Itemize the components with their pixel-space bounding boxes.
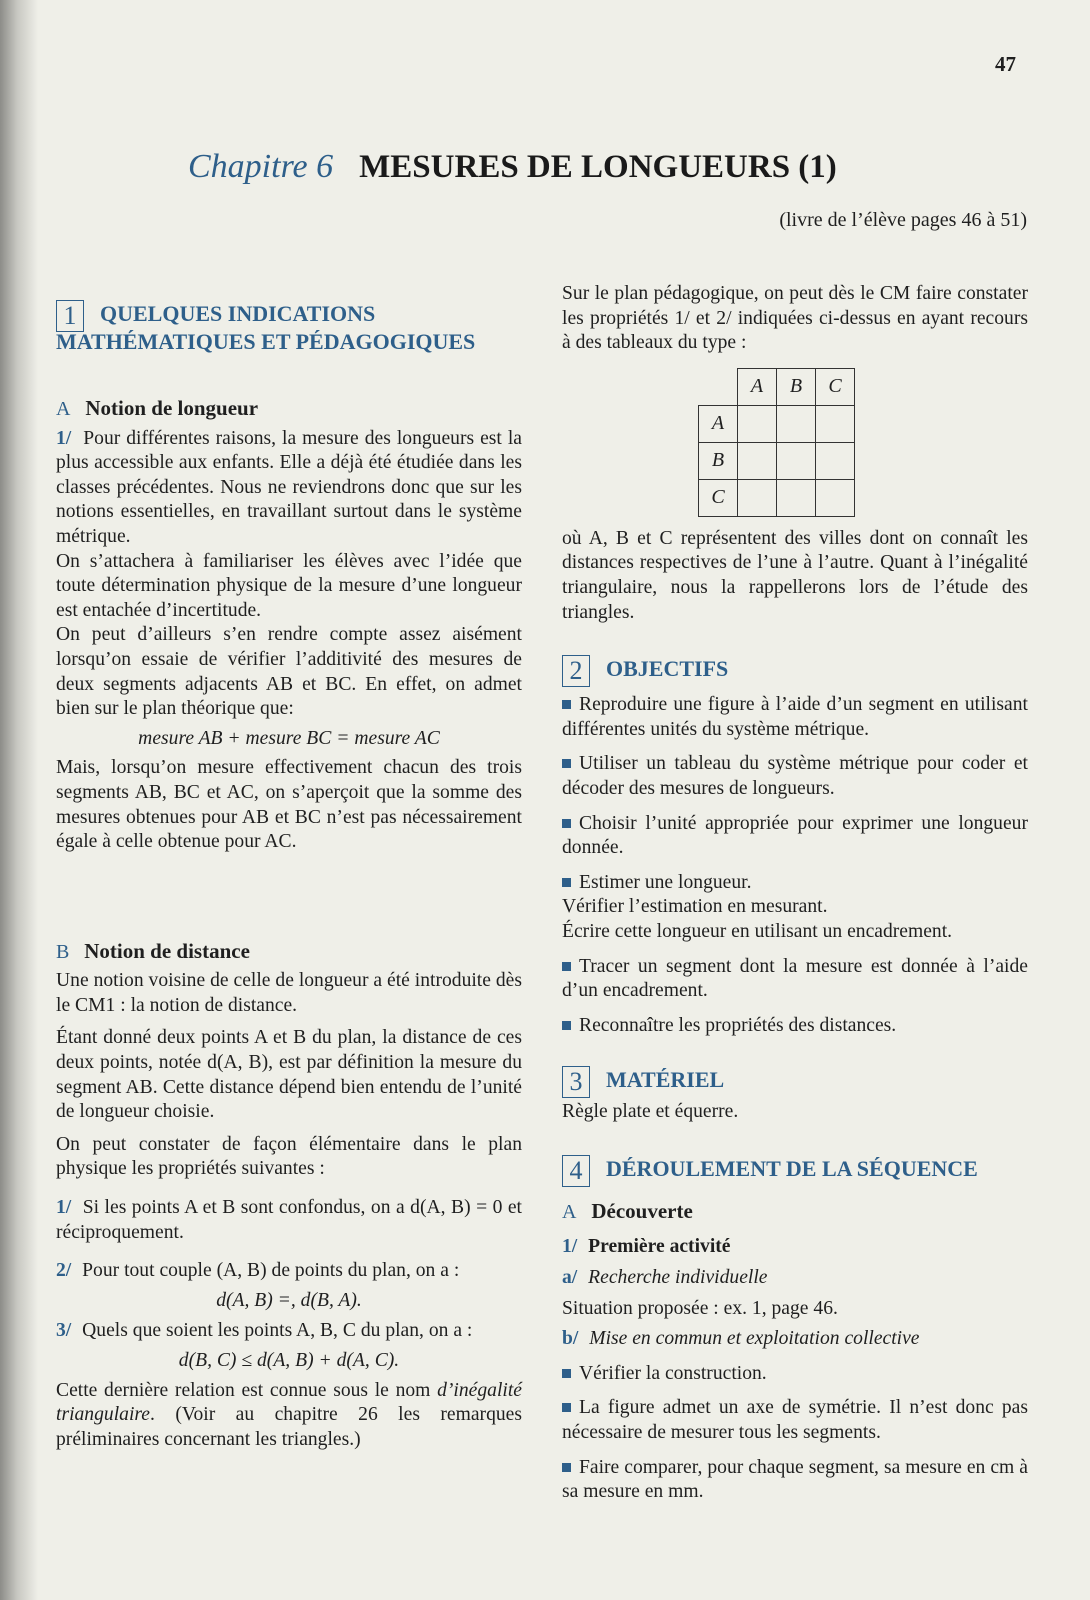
paragraph: Sur le plan pédagogique, on peut dès le CM faire constater les propriétés 1/ et 2/ indiquées ci-dessus en ayant recours à des tableaux du type :: [562, 283, 1028, 354]
section-4-heading: [562, 1155, 1028, 1187]
section-title: OBJECTIFS: [606, 656, 729, 682]
formula: d(B, C) ≤ d(A, B) + d(A, C).: [178, 1350, 400, 1371]
table-row-header: B: [699, 442, 738, 479]
list-item: Faire comparer, pour chaque segment, sa mesure en cm à sa mesure en mm.: [562, 1456, 1028, 1503]
section-1-heading: [56, 300, 522, 356]
table-cell: [816, 442, 855, 479]
bullet-icon: [562, 1021, 571, 1030]
table-corner: [699, 368, 738, 405]
page-gutter-shadow: [0, 0, 38, 1600]
subsection-a-heading: A Notion de longueur: [56, 396, 259, 420]
bullet-icon: [562, 1369, 571, 1378]
step-heading: 1/ Première activité: [562, 1236, 731, 1258]
list-item: Reproduire une figure à l’aide d’un segment en utilisant différentes unités du système métrique.: [562, 694, 1028, 740]
list-item: La figure admet un axe de symétrie. Il n’est donc pas nécessaire de mesurer tous les segments.: [562, 1397, 1028, 1444]
section-title: QUELQUES INDICATIONS MATHÉMATIQUES ET PÉDAGOGIQUES: [56, 301, 476, 354]
section-number-box: 3: [562, 1066, 590, 1098]
table-cell: [816, 479, 855, 516]
bullet-icon: [562, 759, 571, 768]
bullet-icon: [562, 1403, 571, 1412]
section-number-box: 2: [562, 655, 590, 687]
step-subheading: b/ Mise en commun et exploitation collective: [562, 1328, 920, 1350]
chapter-label: Chapitre 6: [188, 148, 334, 185]
paragraph: 1/ Pour différentes raisons, la mesure des longueurs est la plus accessible aux enfants. Elle a déjà été étudiée dans les classes précédentes. Nous ne reviendrons donc que sur les notions essentielles, en travaillant surtout dans le système métrique.: [56, 427, 522, 547]
page-number: 47: [995, 52, 1016, 76]
list-item: Reconnaître les propriétés des distances.: [562, 1014, 1028, 1039]
paragraph: On s’attachera à familiariser les élèves avec l’idée que toute détermination physique de la mesure d’une longueur est entachée d’incertitude.: [56, 550, 522, 621]
table-header-cell: A: [738, 368, 777, 405]
property-3: 3/ Quels que soient les points A, B, C du plan, on a :: [56, 1320, 473, 1342]
section-3-heading: [562, 1066, 1028, 1098]
table-cell: [777, 442, 816, 479]
list-item: Estimer une longueur. Vérifier l’estimation en mesurant. Écrire cette longueur en utilisant un encadrement.: [562, 871, 953, 942]
table-row-header: C: [699, 479, 738, 516]
formula: d(A, B) =, d(B, A).: [216, 1289, 362, 1311]
formula: mesure AB + mesure BC = mesure AC: [138, 727, 440, 749]
table-cell: [777, 479, 816, 516]
book-reference: (livre de l’élève pages 46 à 51): [779, 209, 1027, 231]
subsection-a-heading: A Découverte: [562, 1198, 693, 1223]
chapter-heading: [188, 148, 837, 186]
bullet-icon: [562, 962, 571, 971]
list-item: Choisir l’unité appropriée pour exprimer une longueur donnée.: [562, 812, 1028, 859]
paragraph: Mais, lorsqu’on mesure effectivement chacun des trois segments AB, BC et AC, on s’aperçoit que la somme des mesures obtenues pour AB et BC n’est pas nécessairement égale à celle obtenue pour AC.: [56, 757, 522, 853]
paragraph: Règle plate et équerre.: [562, 1101, 739, 1123]
table-cell: [738, 479, 777, 516]
subsection-b-heading: B Notion de distance: [56, 938, 250, 963]
section-title: DÉROULEMENT DE LA SÉQUENCE: [606, 1155, 978, 1181]
list-item: Vérifier la construction.: [562, 1362, 1028, 1387]
right-column: [562, 282, 1028, 1505]
paragraph: où A, B et C représentent des villes dont on connaît les distances respectives de l’une à l’autre. Quant à l’inégalité triangulaire, nous la rappellerons lors de l’étude des triangles.: [562, 527, 1028, 623]
table-cell: [738, 405, 777, 442]
list-item: Utiliser un tableau du système métrique pour coder et décoder des mesures de longueurs.: [562, 753, 1028, 799]
bullet-icon: [562, 878, 571, 887]
paragraph: On peut constater de façon élémentaire dans le plan physique les propriétés suivantes :: [56, 1133, 522, 1180]
paragraph: Cette dernière relation est connue sous le nom d’inégalité triangulaire. (Voir au chapitre 26 les remarques préliminaires concernant les triangles.): [56, 1379, 522, 1450]
bullet-icon: [562, 819, 571, 828]
table-cell: [777, 405, 816, 442]
bullet-icon: [562, 1463, 571, 1472]
section-title: MATÉRIEL: [606, 1067, 725, 1093]
list-item: Tracer un segment dont la mesure est donnée à l’aide d’un encadrement.: [562, 955, 1028, 1002]
distance-table: [698, 368, 855, 517]
paragraph: Une notion voisine de celle de longueur a été introduite dès le CM1 : la notion de distance.: [56, 970, 522, 1016]
section-number-box: 4: [562, 1155, 590, 1187]
paragraph: On peut d’ailleurs s’en rendre compte assez aisément lorsqu’on essaie de vérifier l’additivité des mesures de deux segments adjacents AB et BC. En effet, on admet bien sur le plan théorique que:: [56, 624, 522, 720]
table-header-cell: C: [816, 368, 855, 405]
property-2: 2/ Pour tout couple (A, B) de points du plan, on a :: [56, 1260, 460, 1282]
table-cell: [738, 442, 777, 479]
chapter-title: MESURES DE LONGUEURS (1): [359, 149, 837, 185]
table-header-cell: B: [777, 368, 816, 405]
table-cell: [816, 405, 855, 442]
objectives-list: [562, 693, 1028, 1038]
section-2-heading: [562, 655, 1028, 687]
paragraph: Situation proposée : ex. 1, page 46.: [562, 1297, 838, 1319]
paragraph: Étant donné deux points A et B du plan, la distance de ces deux points, notée d(A, B), est par définition la mesure du segment AB. Cette distance dépend bien entendu de l’unité de longueur choisie.: [56, 1027, 522, 1123]
section-number-box: 1: [56, 300, 84, 332]
property-1: 1/ Si les points A et B sont confondus, on a d(A, B) = 0 et réciproquement.: [56, 1197, 522, 1243]
table-row-header: A: [699, 405, 738, 442]
step-subheading: a/ Recherche individuelle: [562, 1267, 768, 1289]
bullet-icon: [562, 700, 571, 709]
left-column: [56, 300, 522, 1452]
